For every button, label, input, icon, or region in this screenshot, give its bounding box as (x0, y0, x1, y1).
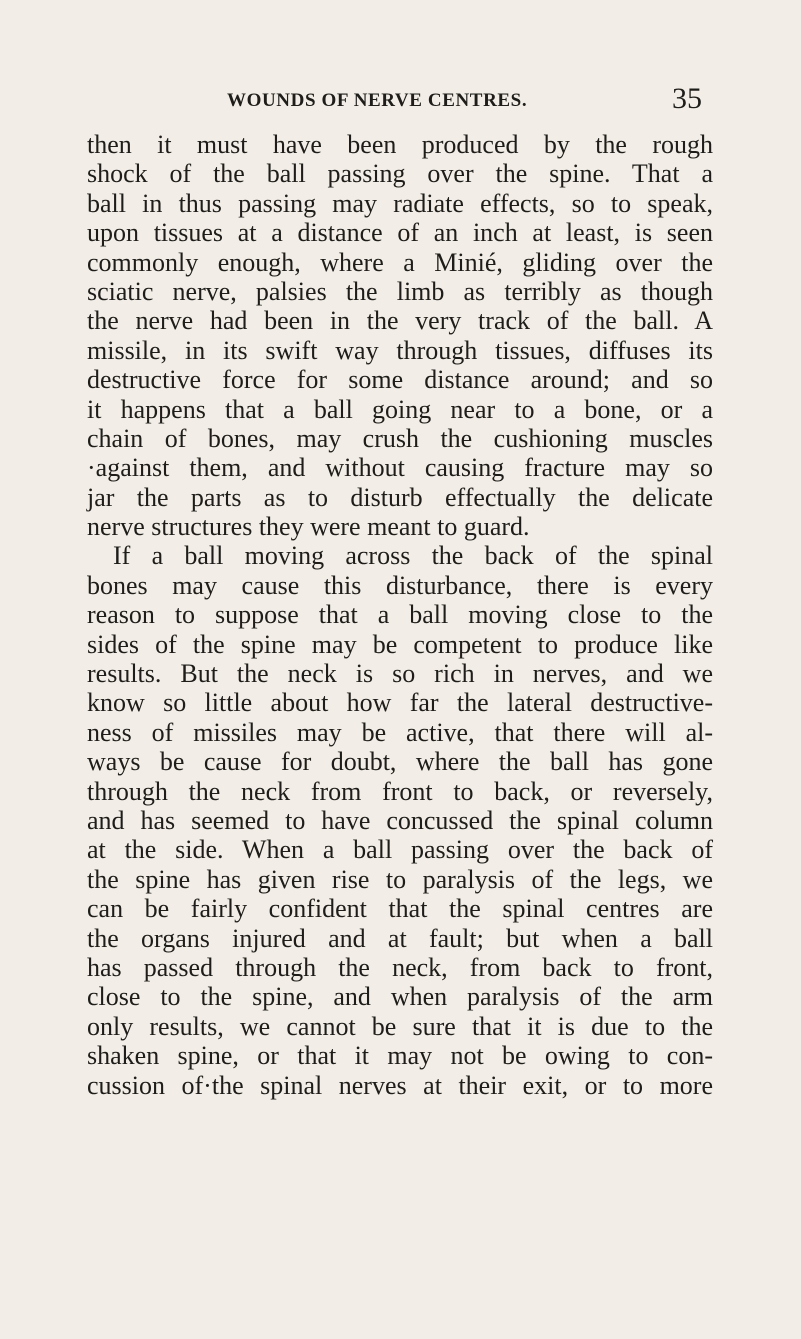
text-line: only results, we cannot be sure that it is due to the (87, 1011, 713, 1041)
text-line: and has seemed to have concussed the spinal column (87, 805, 713, 835)
text-line: through the neck from front to back, or reversely, (87, 776, 713, 806)
text-line: chain of bones, may crush the cushioning muscles (87, 423, 713, 453)
text-line: nerve structures they were meant to guard. (87, 512, 530, 542)
text-line: shock of the ball passing over the spine. That a (87, 159, 713, 189)
text-line: close to the spine, and when paralysis of the arm (87, 982, 713, 1012)
text-line: reason to suppose that a ball moving close to the (87, 600, 713, 630)
text-line: missile, in its swift way through tissues, diffuses its (87, 335, 713, 365)
text-line: results. But the neck is so rich in nerves, and we (87, 659, 713, 689)
text-line: sciatic nerve, palsies the limb as terribly as though (87, 276, 713, 306)
text-line: at the side. When a ball passing over the back of (87, 835, 713, 865)
text-line: ness of missiles may be active, that there will al- (87, 717, 713, 747)
text-line: the organs injured and at fault; but when a ball (87, 923, 713, 953)
text-line: If a ball moving across the back of the spinal (113, 541, 713, 571)
text-line: cussion of·the spinal nerves at their exit, or to more (87, 1070, 713, 1100)
text-line: upon tissues at a distance of an inch at least, is seen (87, 218, 713, 248)
text-line: has passed through the neck, from back to front, (87, 952, 713, 982)
text-line: jar the parts as to disturb effectually the delicate (87, 482, 713, 512)
text-line: the spine has given rise to paralysis of the legs, we (87, 864, 713, 894)
text-line: commonly enough, where a Minié, gliding over the (87, 247, 713, 277)
text-line: ·against them, and without causing fracture may so (87, 453, 713, 483)
body-text (87, 130, 713, 1100)
text-line: can be fairly confident that the spinal centres are (87, 894, 713, 924)
text-line: ball in thus passing may radiate effects, so to speak, (87, 188, 713, 218)
text-line: sides of the spine may be competent to produce like (87, 629, 713, 659)
text-line: ways be cause for doubt, where the ball has gone (87, 747, 713, 777)
text-line: then it must have been produced by the rough (87, 130, 713, 159)
text-line: bones may cause this disturbance, there is every (87, 570, 713, 600)
text-line: it happens that a ball going near to a bone, or a (87, 394, 713, 424)
text-line: know so little about how far the lateral destructive- (87, 688, 713, 718)
running-header-title: WOUNDS OF NERVE CENTRES. (227, 90, 528, 111)
page-number: 35 (672, 82, 702, 115)
text-line: the nerve had been in the very track of the ball. A (87, 306, 713, 336)
text-line: shaken spine, or that it may not be owing to con- (87, 1041, 713, 1071)
running-header (0, 82, 801, 116)
text-line: destructive force for some distance around; and so (87, 365, 713, 395)
